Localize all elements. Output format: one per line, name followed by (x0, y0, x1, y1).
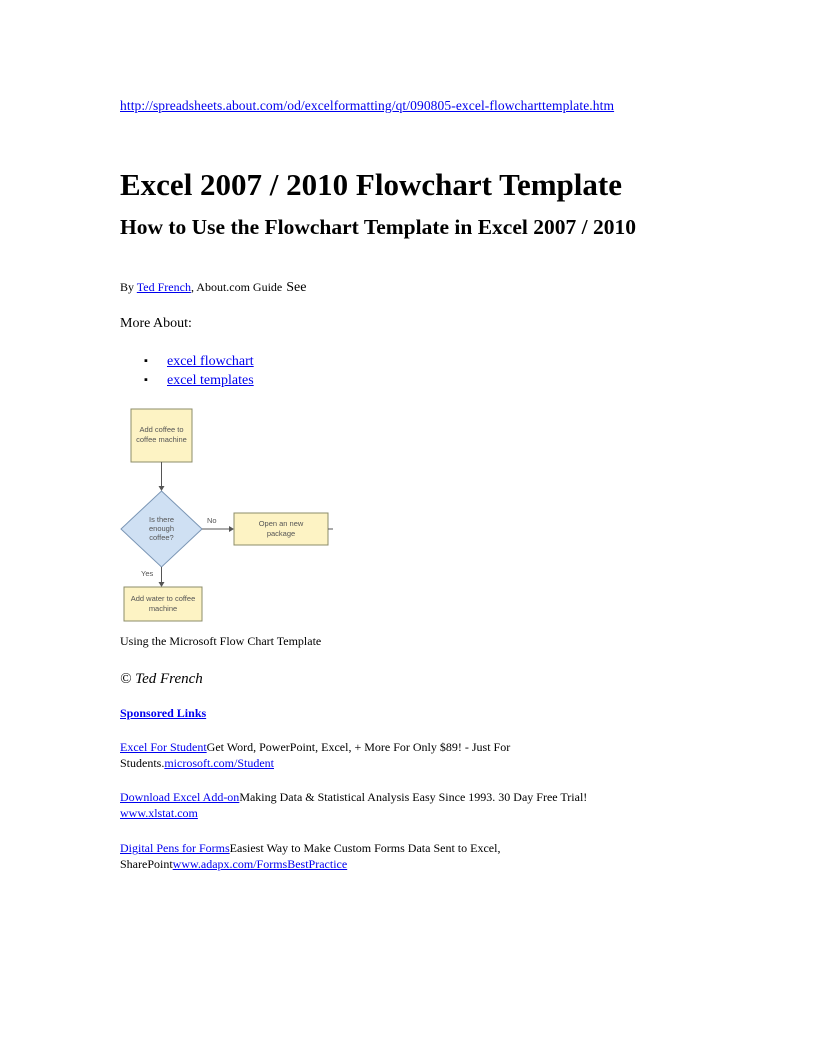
sponsored-ad-adapx (120, 840, 560, 872)
sponsored-ad-excel-student (120, 739, 610, 771)
author-link[interactable]: Ted French (136, 280, 191, 294)
flowchart-no-label: No (207, 516, 217, 525)
topic-link-excel-templates[interactable]: excel templates (167, 373, 254, 388)
flowchart-figure (120, 403, 336, 623)
ad-link-excel-for-student[interactable]: Excel For Student (120, 740, 207, 754)
flowchart-decision-line1: Is there (148, 515, 175, 524)
flowchart-box-add-coffee-line2: coffee machine (136, 435, 187, 444)
flowchart-decision-line3: coffee? (149, 533, 174, 542)
figure-caption: Using the Microsoft Flow Chart Template (120, 634, 322, 648)
more-about-list (120, 352, 254, 390)
sponsored-links-heading[interactable]: Sponsored Links (120, 706, 207, 720)
ad-site-link-microsoft[interactable]: microsoft.com/Student (164, 756, 274, 770)
flowchart-box-add-water-line1: Add water to coffee (130, 594, 196, 603)
copyright-notice: © Ted French (120, 671, 203, 687)
ad-site-link-adapx[interactable]: www.adapx.com/FormsBestPractice (172, 857, 348, 871)
more-about-label: More About: (120, 316, 192, 331)
source-url-link[interactable]: http://spreadsheets.about.com/od/excelformatting/qt/090805-excel-flowcharttemplate.htm (120, 98, 615, 113)
page-subtitle: How to Use the Flowchart Template in Excel 2007 / 2010 (120, 215, 636, 239)
list-item (120, 352, 254, 371)
flowchart-box-open-package-line1: Open an new (258, 519, 304, 528)
bullet-icon: ▪ (144, 355, 148, 367)
flowchart-box-add-water-line2: machine (148, 604, 178, 613)
page-title: Excel 2007 / 2010 Flowchart Template (120, 167, 622, 202)
list-item (120, 371, 254, 390)
sponsored-ad-xlstat (120, 789, 620, 821)
flowchart-box-open-package-line2: package (266, 529, 296, 538)
ad-link-digital-pens[interactable]: Digital Pens for Forms (120, 841, 230, 855)
ad-text: Easiest Way to Make Custom Forms Data Sent to Excel, SharePoint (120, 841, 501, 871)
ad-text: Get Word, PowerPoint, Excel, + More For Only $89! - Just For Students. (120, 740, 511, 770)
topic-link-excel-flowchart[interactable]: excel flowchart (167, 354, 254, 369)
byline (120, 280, 306, 296)
ad-site-link-xlstat[interactable]: www.xlstat.com (120, 806, 198, 820)
bullet-icon: ▪ (144, 374, 148, 386)
byline-see: See (286, 280, 307, 295)
byline-suffix: , About.com Guide (190, 280, 283, 294)
flowchart-box-add-coffee-line1: Add coffee to (139, 425, 184, 434)
ad-text: Making Data & Statistical Analysis Easy Since 1993. 30 Day Free Trial! (239, 790, 588, 804)
flowchart-yes-label: Yes (141, 569, 154, 578)
ad-link-download-excel-addon[interactable]: Download Excel Add-on (120, 790, 240, 804)
byline-prefix: By (120, 280, 137, 294)
flowchart-decision-line2: enough (148, 524, 175, 533)
